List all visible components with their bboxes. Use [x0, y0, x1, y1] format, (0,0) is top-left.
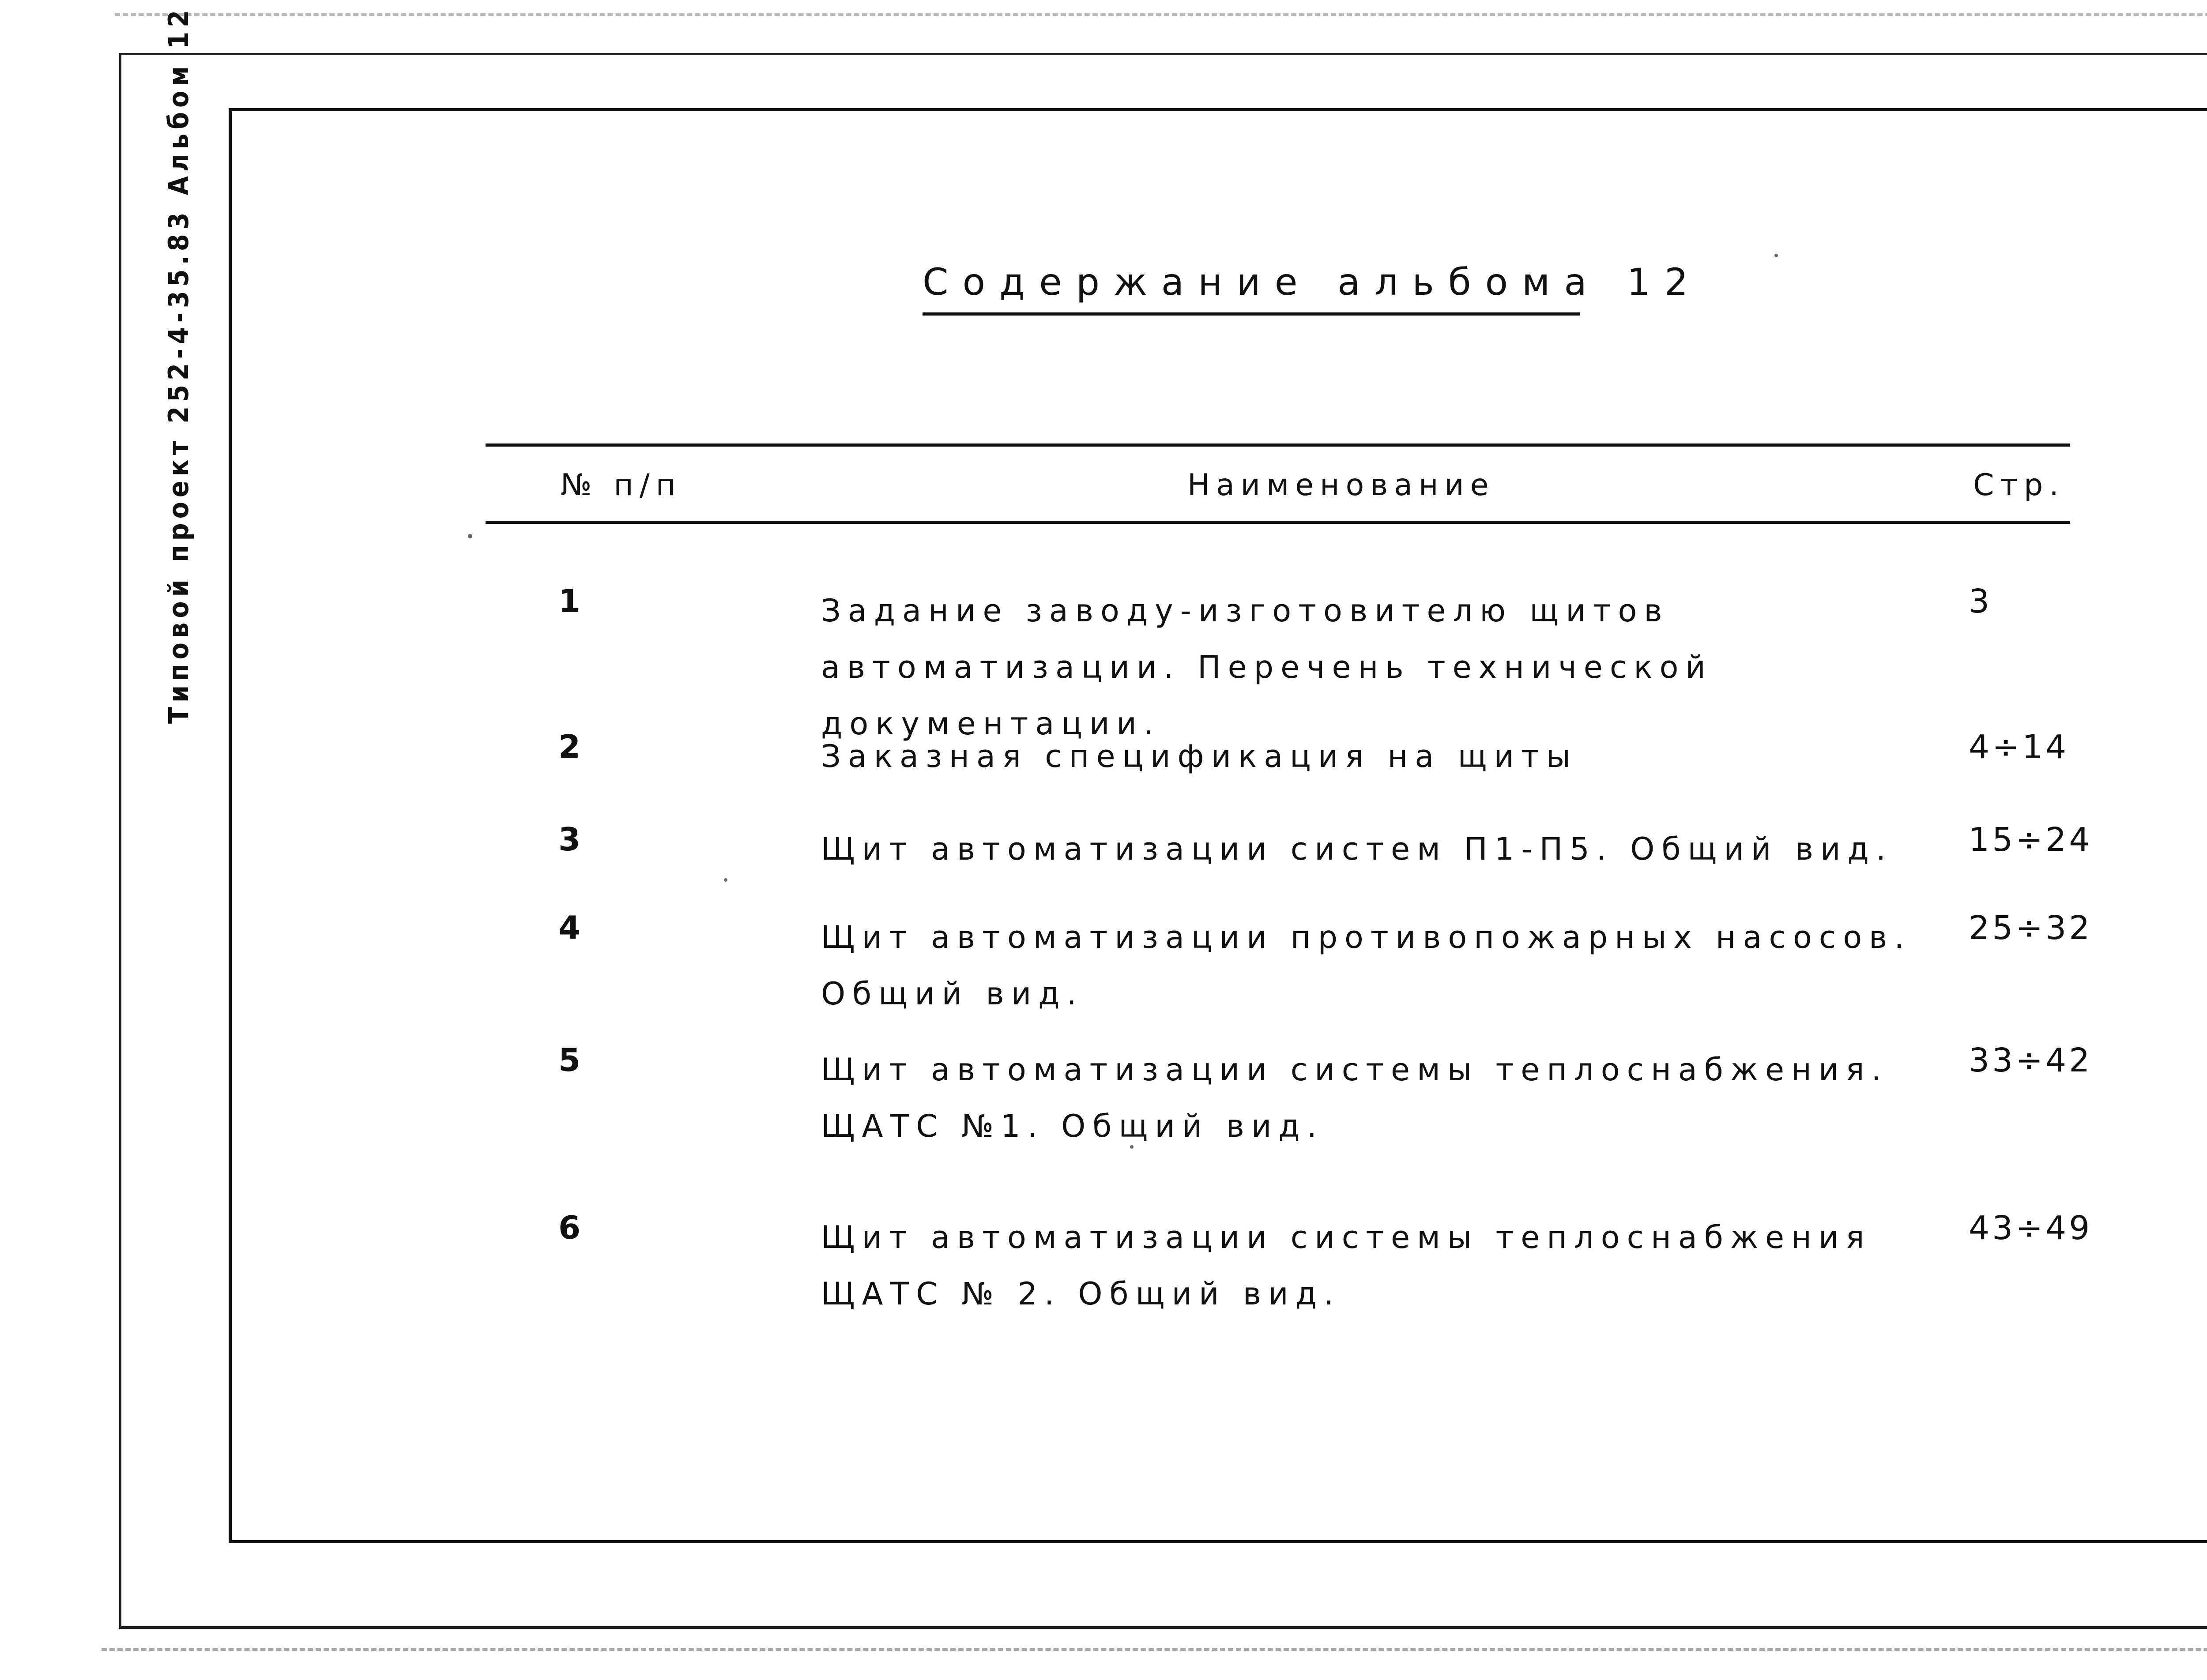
row-page: 4÷14 — [1969, 728, 2069, 766]
scan-speck — [1774, 254, 1778, 257]
row-number: 5 — [558, 1041, 581, 1079]
side-stamp: Типовой проект 252-4-35.83 Альбом 12 — [162, 6, 195, 724]
row-name: Щит автоматизации противопожарных насосов. Общий вид. — [821, 919, 1911, 1012]
sheet-edge-bottom — [102, 1648, 2207, 1651]
row-number: 1 — [558, 583, 581, 620]
table-header-rule — [486, 521, 2070, 524]
column-header-number: № п/п — [561, 468, 682, 503]
page-title: Содержание альбома 12 — [923, 260, 1580, 316]
row-page: 25÷32 — [1969, 909, 2093, 947]
column-header-name: Наименование — [1187, 468, 1495, 503]
row-number: 6 — [558, 1209, 581, 1246]
row-number: 4 — [558, 909, 581, 946]
row-name: Щит автоматизации систем П1-П5. Общий вид. — [821, 831, 1893, 867]
row-page: 33÷42 — [1969, 1041, 2093, 1079]
row-name: Щит автоматизации системы теплоснабжения ЩАТС № 2. Общий вид. — [821, 1219, 1872, 1312]
row-name: Задание заводу-изготовителю щитов автоматизации. Перечень технической документации. — [821, 593, 1713, 742]
row-name: Заказная спецификация на щиты — [821, 738, 1578, 774]
scan-speck — [468, 534, 472, 538]
sheet-edge-top — [115, 13, 2207, 16]
table-top-rule — [486, 443, 2070, 447]
row-page: 15÷24 — [1969, 821, 2093, 859]
scan-speck — [724, 878, 727, 882]
row-number: 2 — [558, 728, 581, 765]
row-name: Щит автоматизации системы теплоснабжения. ЩАТС №1. Общий вид. — [821, 1052, 1888, 1144]
column-header-page: Стр. — [1973, 468, 2065, 503]
row-number: 3 — [558, 821, 581, 858]
row-page: 43÷49 — [1969, 1209, 2093, 1247]
scan-speck — [1130, 1145, 1134, 1149]
row-page: 3 — [1969, 583, 1992, 620]
